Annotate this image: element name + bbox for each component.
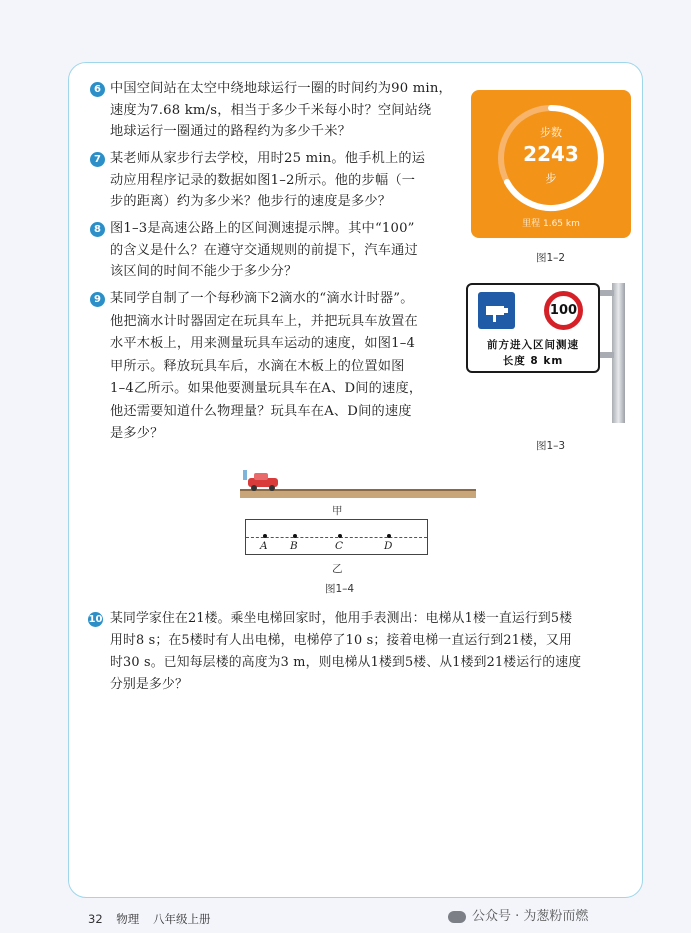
drop-dot <box>387 534 391 538</box>
board-dashed-line <box>246 537 427 538</box>
question-number-7: 7 <box>90 152 105 167</box>
question-6-line: 中国空间站在太空中绕地球运行一圈的时间约为90 min， <box>110 81 452 96</box>
point-label: A <box>260 540 268 552</box>
question-9-line: 1–4乙所示。如果他要测量玩具车在A、D间的速度， <box>110 381 423 396</box>
question-10-line: 时30 s。已知每层楼的高度为3 m，则电梯从1楼到5楼、从1楼到21楼运行的速度 <box>110 655 582 670</box>
drop-dot <box>338 534 342 538</box>
watermark-text: 公众号 · 为葱粉而燃 <box>472 909 589 924</box>
point-label: B <box>290 540 298 552</box>
question-8-line: 图1–3是高速公路上的区间测速提示牌。其中“100” <box>110 221 415 236</box>
question-9-line: 他把滴水计时器固定在玩具车上，并把玩具车放置在 <box>110 313 418 329</box>
figure-label-yi: 乙 <box>332 563 343 575</box>
question-9-line: 他还需要知道什么物理量？玩具车在A、D间的速度 <box>110 403 412 419</box>
steps-value: 2243 <box>523 142 579 166</box>
question-6-line: 地球运行一圈通过的路程约为多少千米？ <box>110 124 351 139</box>
question-9-line: 水平木板上，用来测量玩具车运动的速度，如图1–4 <box>110 336 416 351</box>
question-10-line: 某同学家住在21楼。乘坐电梯回家时，他用手表测出：电梯从1楼一直运行到5楼 <box>110 611 573 626</box>
question-6 <box>110 78 452 143</box>
steps-label: 步数 <box>540 126 562 139</box>
distance-label: 里程 1.65 km <box>522 219 580 229</box>
question-7-line: 某老师从家步行去学校，用时25 min。他手机上的运 <box>110 151 426 166</box>
subject-label: 物理 <box>116 912 140 926</box>
watermark <box>448 905 588 924</box>
toy-car-icon <box>243 470 278 491</box>
point-label: D <box>384 540 393 552</box>
question-7 <box>110 148 425 213</box>
steps-unit: 步 <box>545 172 557 185</box>
drop-dot <box>293 534 297 538</box>
question-6-line: 速度为7.68 km/s，相当于多少千米每小时？空间站绕 <box>110 102 432 118</box>
question-9-line: 甲所示。释放玩具车后，水滴在木板上的位置如图 <box>110 358 405 374</box>
question-7-line: 步的距离）约为多少米？他步行的速度是多少？ <box>110 194 392 209</box>
figure-caption-1-4: 图1–4 <box>325 583 355 595</box>
question-9 <box>110 288 422 446</box>
question-number-8: 8 <box>90 222 105 237</box>
question-7-line: 动应用程序记录的数据如图1–2所示。他的步幅（一 <box>110 172 416 188</box>
question-10-line: 分别是多少？ <box>110 677 188 692</box>
question-8-line: 的含义是什么？在遵守交通规则的前提下，汽车通过 <box>110 242 418 258</box>
page-footer <box>88 911 210 927</box>
question-8-line: 该区间的时间不能少于多少分？ <box>110 264 298 279</box>
figure-label-jia: 甲 <box>332 505 343 517</box>
camera-icon <box>478 292 515 329</box>
sign-arm <box>598 290 614 296</box>
page-number: 32 <box>88 912 103 926</box>
step-counter-figure <box>471 90 631 238</box>
sign-line-2: 长度 8 km <box>502 355 564 367</box>
figure-caption-1-2: 图1–2 <box>536 252 566 264</box>
grade-label: 八年级上册 <box>152 912 211 926</box>
drop-dot <box>263 534 267 538</box>
drip-board <box>245 519 428 555</box>
question-10-line: 用时8 s；在5楼时有人出电梯，电梯停了10 s；接着电梯一直运行到21楼，又用 <box>110 633 573 648</box>
sign-arm <box>598 352 614 358</box>
sign-line-1: 前方进入区间测速 <box>487 339 579 351</box>
speed-limit-sign: 100 <box>544 291 583 330</box>
speed-camera-sign <box>466 283 600 373</box>
question-9-line: 某同学自制了一个每秒滴下2滴水的“滴水计时器”。 <box>110 291 414 306</box>
question-number-9: 9 <box>90 292 105 307</box>
point-label: C <box>335 540 344 552</box>
question-number-10: 10 <box>88 614 103 625</box>
question-9-line: 是多少？ <box>110 426 164 441</box>
wechat-icon <box>448 911 466 923</box>
question-10 <box>110 608 581 696</box>
figure-caption-1-3: 图1–3 <box>536 440 566 452</box>
question-8 <box>110 218 418 283</box>
question-number-6: 6 <box>90 82 105 97</box>
toy-car-track <box>240 470 476 500</box>
